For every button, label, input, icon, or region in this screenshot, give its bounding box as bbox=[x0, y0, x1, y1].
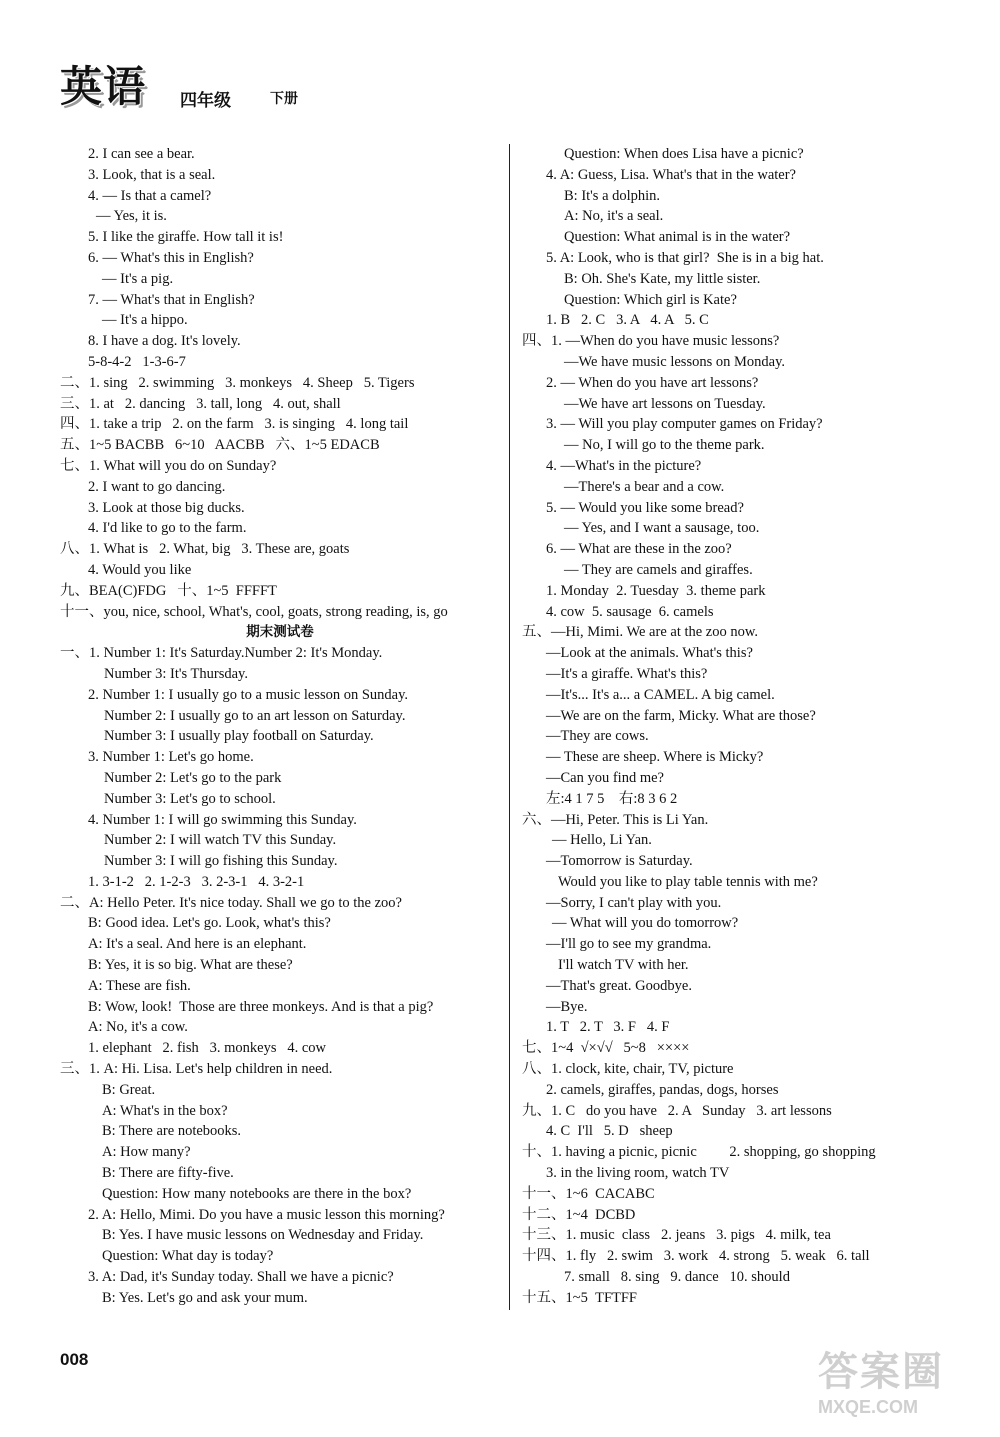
answer-line: 4. Number 1: I will go swimming this Sunday. bbox=[88, 811, 357, 828]
answer-line: 2. — When do you have art lessons? bbox=[546, 374, 759, 391]
answer-line: Question: How many notebooks are there in the box? bbox=[102, 1185, 412, 1202]
answer-line: 7. small 8. sing 9. dance 10. should bbox=[564, 1269, 790, 1286]
answer-line: — What will you do tomorrow? bbox=[552, 915, 739, 932]
answer-line: 1. elephant 2. fish 3. monkeys 4. cow bbox=[88, 1040, 327, 1057]
answer-line: 3. Number 1: Let's go home. bbox=[88, 749, 254, 766]
answer-line: 五、—Hi, Mimi. We are at the zoo now. bbox=[522, 624, 759, 641]
answer-line: B: Yes. I have music lessons on Wednesday and Friday. bbox=[102, 1227, 424, 1244]
answer-line: Number 2: I will watch TV this Sunday. bbox=[104, 832, 337, 849]
answer-line: 1. B 2. C 3. A 4. A 5. C bbox=[546, 312, 709, 329]
answer-line: 十一、1~6 CACABC bbox=[522, 1185, 655, 1202]
answer-line: 八、1. What is 2. What, big 3. These are, goats bbox=[60, 541, 350, 558]
term-label: 下册 bbox=[270, 91, 298, 107]
answer-line: — These are sheep. Where is Micky? bbox=[546, 749, 764, 766]
answer-line: —There's a bear and a cow. bbox=[564, 478, 725, 495]
answer-line: A: What's in the box? bbox=[102, 1102, 228, 1119]
answer-line: —Look at the animals. What's this? bbox=[546, 645, 753, 662]
answer-line: 九、1. C do you have 2. A Sunday 3. art lessons bbox=[522, 1102, 832, 1119]
answer-line: B: It's a dolphin. bbox=[564, 187, 661, 204]
answer-line: 5. I like the giraffe. How tall it is! bbox=[88, 229, 284, 246]
answer-line: — Yes, and I want a sausage, too. bbox=[564, 520, 760, 537]
right-column bbox=[522, 144, 962, 1309]
column-divider bbox=[509, 144, 510, 1310]
answer-line: 三、1. A: Hi. Lisa. Let's help children in need. bbox=[60, 1061, 333, 1078]
answer-line: 八、1. clock, kite, chair, TV, picture bbox=[522, 1061, 734, 1078]
answer-line: — Hello, Li Yan. bbox=[552, 832, 652, 849]
answer-line: 4. — Is that a camel? bbox=[88, 187, 212, 204]
answer-line: 4. C I'll 5. D sheep bbox=[546, 1123, 673, 1140]
answer-line: —Bye. bbox=[546, 998, 588, 1015]
watermark-main: 答案圈 bbox=[818, 1349, 944, 1395]
answer-line: 3. in the living room, watch TV bbox=[546, 1165, 730, 1182]
answer-line: 3. Look at those big ducks. bbox=[88, 499, 245, 516]
answer-line: 4. Would you like bbox=[88, 561, 192, 578]
answer-line: 2. I can see a bear. bbox=[88, 146, 195, 162]
answer-line: — It's a hippo. bbox=[102, 312, 188, 329]
answer-line: Question: When does Lisa have a picnic? bbox=[564, 146, 804, 162]
answer-line: I'll watch TV with her. bbox=[558, 957, 689, 974]
answer-line: 4. cow 5. sausage 6. camels bbox=[546, 603, 714, 620]
answer-line: A: How many? bbox=[102, 1144, 191, 1161]
answer-line: 1. 3-1-2 2. 1-2-3 3. 2-3-1 4. 3-2-1 bbox=[88, 873, 305, 890]
page-header bbox=[60, 60, 560, 120]
answer-line: —It's... It's a... a CAMEL. A big camel. bbox=[546, 686, 775, 703]
answer-line: —Can you find me? bbox=[546, 769, 664, 786]
answer-line: Would you like to play table tennis with me? bbox=[558, 873, 818, 890]
answer-line: — No, I will go to the theme park. bbox=[564, 437, 765, 454]
answer-line: 1. T 2. T 3. F 4. F bbox=[546, 1019, 670, 1036]
answer-line: — It's a pig. bbox=[102, 270, 174, 287]
answer-line: 十五、1~5 TFTFF bbox=[522, 1289, 638, 1306]
answer-line: Number 2: I usually go to an art lesson on Saturday. bbox=[104, 707, 406, 724]
answer-line: 1. Monday 2. Tuesday 3. theme park bbox=[546, 582, 766, 599]
answer-line: 5. — Would you like some bread? bbox=[546, 499, 744, 516]
answer-line: 2. I want to go dancing. bbox=[88, 478, 226, 495]
answer-line: B: Good idea. Let's go. Look, what's this? bbox=[88, 915, 331, 932]
answer-line: —I'll go to see my grandma. bbox=[546, 936, 712, 953]
answer-line: 4. A: Guess, Lisa. What's that in the water? bbox=[546, 166, 796, 183]
answer-line: — They are camels and giraffes. bbox=[564, 561, 753, 578]
answer-line: B: There are fifty-five. bbox=[102, 1165, 234, 1182]
watermark-logo bbox=[818, 1340, 988, 1430]
answer-line: —They are cows. bbox=[546, 728, 649, 745]
answer-line: —That's great. Goodbye. bbox=[546, 977, 692, 994]
answer-line: 5-8-4-2 1-3-6-7 bbox=[88, 353, 186, 370]
answer-line: Question: What day is today? bbox=[102, 1248, 274, 1265]
answer-line: 6. — What are these in the zoo? bbox=[546, 541, 732, 558]
answer-line: —We have music lessons on Monday. bbox=[564, 353, 785, 370]
page-number: 008 bbox=[60, 1350, 89, 1369]
answer-line: —Sorry, I can't play with you. bbox=[546, 894, 722, 911]
answer-line: Number 3: I will go fishing this Sunday. bbox=[104, 853, 338, 870]
answer-line: 四、1. —When do you have music lessons? bbox=[522, 333, 780, 350]
answer-line: B: Great. bbox=[102, 1081, 156, 1098]
answer-line: 一、1. Number 1: It's Saturday.Number 2: It's Monday. bbox=[60, 645, 383, 662]
answer-line: A: No, it's a cow. bbox=[88, 1019, 188, 1036]
answer-line: Number 2: Let's go to the park bbox=[104, 769, 282, 786]
answer-line: — Yes, it is. bbox=[96, 208, 167, 225]
answer-line: 九、BEA(C)FDG 十、1~5 FFFFT bbox=[60, 582, 277, 599]
answer-line: 3. — Will you play computer games on Friday? bbox=[546, 416, 823, 433]
answer-line: Question: Which girl is Kate? bbox=[564, 291, 737, 308]
answer-line: B: There are notebooks. bbox=[102, 1123, 242, 1140]
answer-line: —It's a giraffe. What's this? bbox=[546, 665, 708, 682]
answer-line: B: Yes, it is so big. What are these? bbox=[88, 957, 293, 974]
answer-line: 4. I'd like to go to the farm. bbox=[88, 520, 247, 537]
answer-line: Number 3: It's Thursday. bbox=[104, 665, 248, 682]
answer-line: Number 3: I usually play football on Saturday. bbox=[104, 728, 374, 745]
answer-line: 5. A: Look, who is that girl? She is in a big hat. bbox=[546, 249, 824, 266]
subject-title bbox=[60, 60, 160, 114]
answer-line: 七、1~4 √×√√ 5~8 ×××× bbox=[522, 1040, 690, 1057]
answer-line: 十、1. having a picnic, picnic 2. shopping, go shopping bbox=[522, 1144, 876, 1161]
answer-line: A: It's a seal. And here is an elephant. bbox=[88, 936, 307, 953]
section-heading: 期末测试卷 bbox=[246, 624, 314, 641]
answer-line: 七、1. What will you do on Sunday? bbox=[60, 457, 277, 474]
answer-line: 十四、1. fly 2. swim 3. work 4. strong 5. weak 6. tall bbox=[522, 1248, 870, 1265]
answer-line: 五、1~5 BACBB 6~10 AACBB 六、1~5 EDACB bbox=[60, 437, 380, 454]
answer-line: —We are on the farm, Micky. What are those? bbox=[546, 707, 816, 724]
answer-line: Number 3: Let's go to school. bbox=[104, 790, 276, 807]
left-column bbox=[60, 144, 500, 1309]
answer-line: 2. A: Hello, Mimi. Do you have a music lesson this morning? bbox=[88, 1206, 445, 1223]
answer-line: 十三、1. music class 2. jeans 3. pigs 4. milk, tea bbox=[522, 1227, 831, 1244]
grade-label: 四年级 bbox=[180, 91, 231, 111]
answer-line: 二、1. sing 2. swimming 3. monkeys 4. Sheep 5. Tigers bbox=[60, 374, 415, 391]
answer-line: 4. —What's in the picture? bbox=[546, 457, 702, 474]
answer-line: 3. A: Dad, it's Sunday today. Shall we have a picnic? bbox=[88, 1269, 394, 1286]
answer-line: 十二、1~4 DCBD bbox=[522, 1206, 636, 1223]
answer-line: 6. — What's this in English? bbox=[88, 249, 254, 266]
answer-line: 2. camels, giraffes, pandas, dogs, horses bbox=[546, 1081, 779, 1098]
answer-line: 2. Number 1: I usually go to a music lesson on Sunday. bbox=[88, 686, 409, 703]
answer-line: 六、—Hi, Peter. This is Li Yan. bbox=[522, 811, 709, 828]
watermark-sub: MXQE.COM bbox=[818, 1397, 919, 1417]
answer-line: B: Yes. Let's go and ask your mum. bbox=[102, 1289, 308, 1306]
answer-line: —We have art lessons on Tuesday. bbox=[564, 395, 766, 412]
answer-line: 7. — What's that in English? bbox=[88, 291, 255, 308]
answer-line: 三、1. at 2. dancing 3. tall, long 4. out, shall bbox=[60, 395, 341, 412]
answer-line: A: These are fish. bbox=[88, 977, 191, 994]
answer-line: 四、1. take a trip 2. on the farm 3. is singing 4. long tail bbox=[60, 416, 409, 433]
answer-line: A: No, it's a seal. bbox=[564, 208, 664, 225]
subject-label: 英语 bbox=[60, 62, 147, 111]
answer-line: 十一、you, nice, school, What's, cool, goats, strong reading, is, go bbox=[60, 603, 448, 620]
answer-line: 3. Look, that is a seal. bbox=[88, 166, 216, 183]
answer-line: Question: What animal is in the water? bbox=[564, 229, 791, 246]
answer-line: —Tomorrow is Saturday. bbox=[546, 853, 693, 870]
answer-line: 左:4 1 7 5 右:8 3 6 2 bbox=[546, 790, 678, 807]
answer-line: B: Wow, look! Those are three monkeys. And is that a pig? bbox=[88, 998, 434, 1015]
answer-line: B: Oh. She's Kate, my little sister. bbox=[564, 270, 761, 287]
answer-line: 二、A: Hello Peter. It's nice today. Shall we go to the zoo? bbox=[60, 894, 402, 911]
answer-line: 8. I have a dog. It's lovely. bbox=[88, 333, 241, 350]
